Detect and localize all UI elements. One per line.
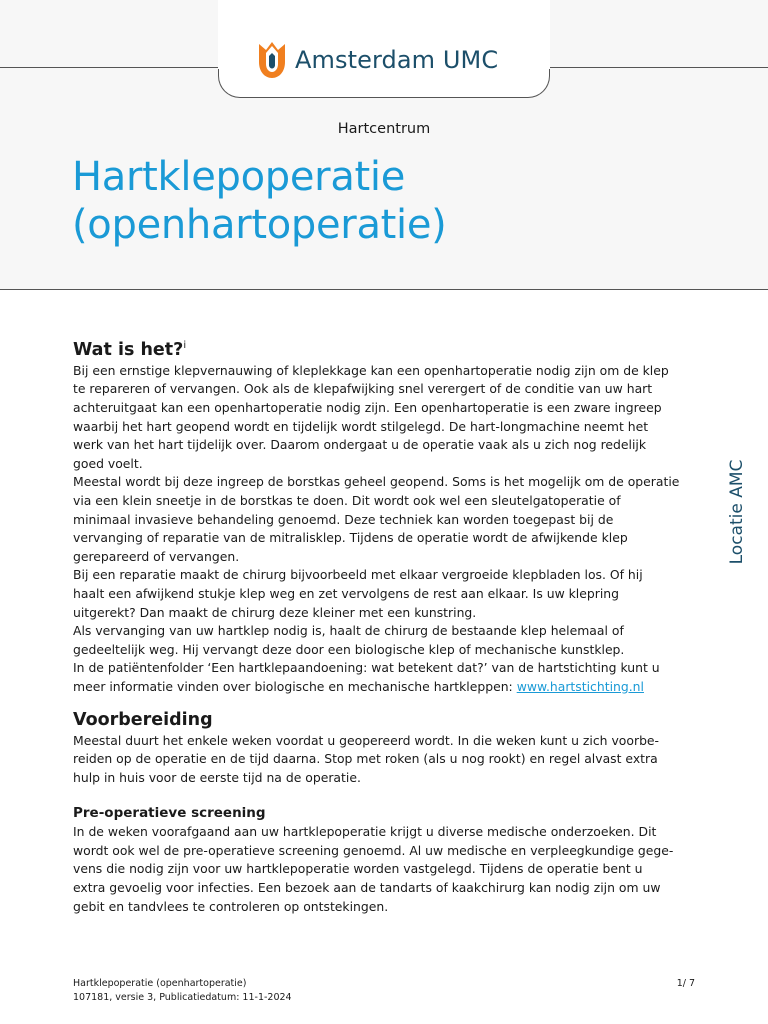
text-line: waarbij het hart geopend wordt en tijdelijk wordt stilgelegd. De hart-longmachine neemt het xyxy=(73,418,649,434)
text-line: Als vervanging van uw hartklep nodig is, haalt de chirurg de bestaande klep helemaal of xyxy=(73,623,624,639)
section-wat-is-het xyxy=(73,334,703,697)
text-line: gedeeltelijk weg. Hij vervangt deze door een biologische klep of mechanische kunstklep. xyxy=(73,641,625,657)
section-voorbereiding xyxy=(73,708,703,788)
title-line-1: Hartklepoperatie xyxy=(72,154,406,200)
text-line: Bij een ernstige klepvernauwing of kleplekkage kan een openhartoperatie nodig zijn om de klep xyxy=(73,362,669,378)
text-line: hulp in huis voor de eerste tijd na de operatie. xyxy=(73,769,361,785)
text-line: gebit en tandvlees te controleren op ontstekingen. xyxy=(73,898,389,914)
page-number: 1/ 7 xyxy=(676,978,695,989)
text-line: meer informatie vinden over biologische en mechanische hartkleppen: www.hartstichting.nl xyxy=(73,678,644,694)
text-line: goed voelt. xyxy=(73,455,143,471)
brand-name: Amsterdam UMC xyxy=(295,46,499,74)
text-line: te repareren of vervangen. Ook als de klepafwijking snel verergert of de conditie van uw hart xyxy=(73,381,653,397)
text-line: Meestal wordt bij deze ingreep de borstkas geheel geopend. Soms is het mogelijk om de operatie xyxy=(73,474,680,490)
text-line: In de patiëntenfolder ‘Een hartklepaandoening: wat betekent dat?’ van de hartstichting kunt u xyxy=(73,660,660,676)
document-body xyxy=(73,334,703,916)
text-line: Meestal duurt het enkele weken voordat u geopereerd wordt. In die weken kunt u zich voorbe- xyxy=(73,732,660,748)
subsection-heading: Pre-operatieve screening xyxy=(73,805,266,822)
footer-doc-title: Hartklepoperatie (openhartoperatie) xyxy=(73,978,247,989)
header-rule-left xyxy=(0,67,220,68)
brand-logo xyxy=(255,38,498,82)
section-paragraph xyxy=(73,732,703,788)
text-line: In de weken voorafgaand aan uw hartklepoperatie krijgt u diverse medische onderzoeken. Dit xyxy=(73,824,657,840)
hartstichting-link[interactable]: www.hartstichting.nl xyxy=(516,678,644,694)
text-line: reiden op de operatie en de tijd daarna. Stop met roken (als u nog rookt) en regel alvast extra xyxy=(73,751,658,767)
page-footer xyxy=(73,977,695,1005)
text-line: vervanging of reparatie van de mitralisklep. Tijdens de operatie wordt de afwijkende klep xyxy=(73,530,628,546)
text-line: via een klein sneetje in de borstkas te doen. Dit wordt ook wel een sleutelgatoperatie of xyxy=(73,492,621,508)
section-heading: Voorbereiding xyxy=(73,709,213,730)
section-heading: Wat is het?$^i$ xyxy=(73,339,187,360)
section-paragraph xyxy=(73,362,703,697)
text-line: Bij een reparatie maakt de chirurg bijvoorbeeld met elkaar vergroeide klepbladen los. Of hij xyxy=(73,567,643,583)
text-line: haalt een afwijkend stukje klep weg en zet vervolgens de rest aan elkaar. Is uw klepring xyxy=(73,585,619,601)
text-line: gerepareerd of vervangen. xyxy=(73,548,240,564)
department-label: Hartcentrum xyxy=(337,121,431,137)
endnote-marker[interactable]: i xyxy=(183,340,187,351)
text-line: werk van het hart tijdelijk over. Daarom ondergaat u de operatie vaak als u zich nog redelijk xyxy=(73,437,647,453)
location-side-label: Locatie AMC xyxy=(727,459,747,565)
header-rule-right xyxy=(548,67,768,68)
section-paragraph xyxy=(73,823,703,916)
title-line-2: (openhartoperatie) xyxy=(72,202,447,248)
text-line: achteruitgaat kan een openhartoperatie nodig zijn. Een openhartoperatie is een zware ingreep xyxy=(73,400,662,416)
section-pre-operatieve-screening xyxy=(73,804,703,916)
tulip-logo-icon xyxy=(255,38,289,82)
text-line: uitgerekt? Dan maakt de chirurg deze kleiner met een kunstring. xyxy=(73,604,477,620)
header-divider xyxy=(0,289,768,290)
text-line: extra gevoelig voor infecties. Een bezoek aan de tandarts of kaakchirurg kan nodig zijn om uw xyxy=(73,880,661,896)
text-line: vens die nodig zijn voor uw hartklepoperatie worden vastgelegd. Tijdens de operatie bent u xyxy=(73,861,643,877)
text-line: minimaal invasieve behandeling genoemd. Deze techniek kan worden toegepast bij de xyxy=(73,511,614,527)
footer-doc-meta: 107181, versie 3, Publicatiedatum: 11-1-2024 xyxy=(73,992,292,1003)
page-title xyxy=(72,153,446,249)
text-line: wordt ook wel de pre-operatieve screening genoemd. Al uw medische en verpleegkundige gege- xyxy=(73,842,674,858)
